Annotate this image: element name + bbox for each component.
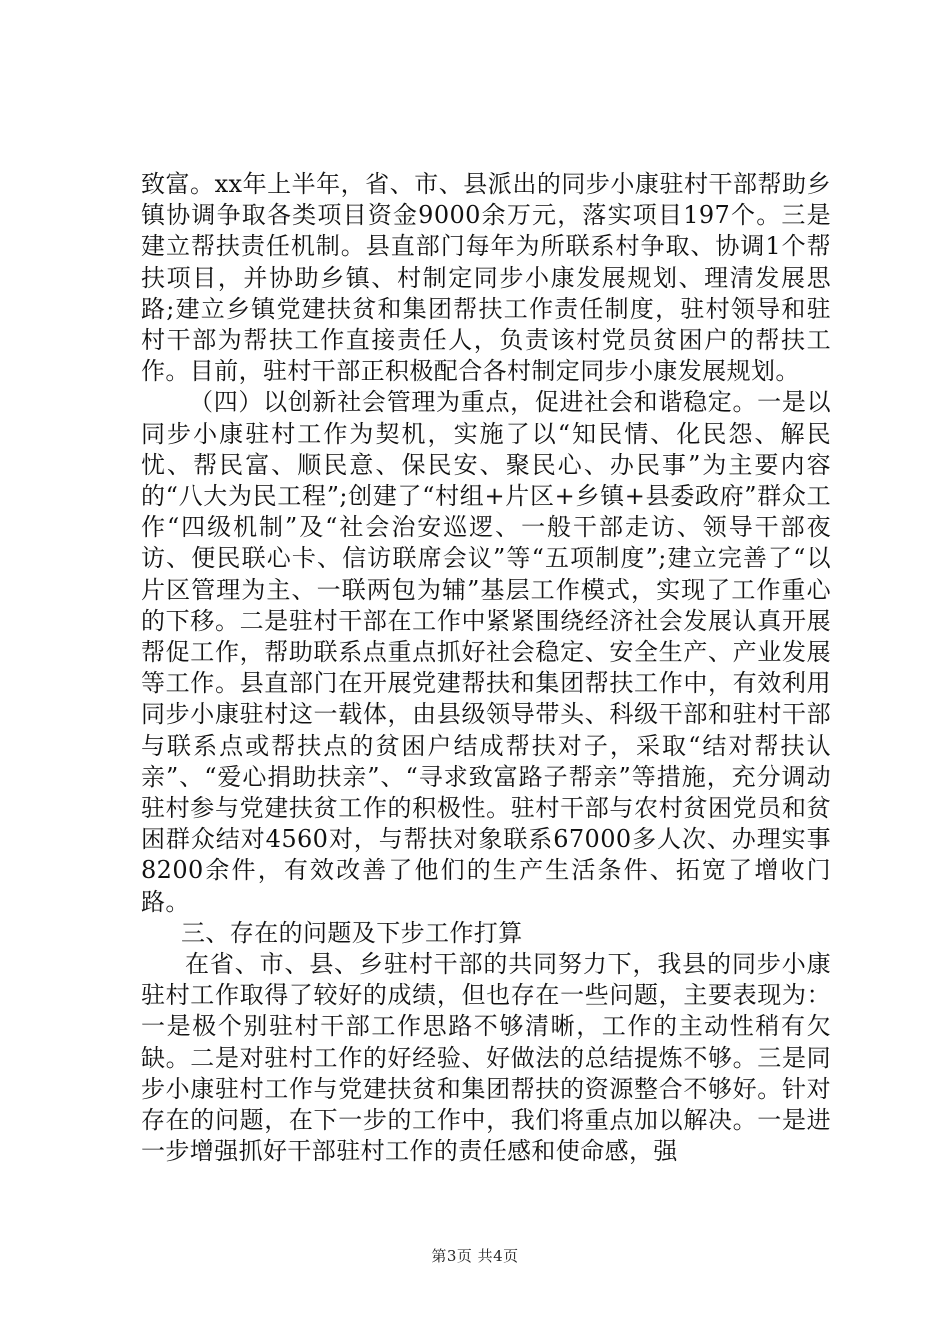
- section-heading: 三、存在的问题及下步工作打算: [181, 918, 523, 947]
- paragraph-problems: 在省、市、县、乡驻村干部的共同努力下，我县的同步小康驻村工作取得了较好的成绩，但也存在一些问题，主要表现为：一是极个别驻村干部工作思路不够清晰，工作的主动性稍有欠缺。二是对驻村工作的好经验、好做法的总结提炼不够。三是同步小康驻村工作与党建扶贫和集团帮扶的资源整合不够好。针对存在的问题，在下一步的工作中，我们将重点加以解决。一是进一步增强抓好干部驻村工作的责任感和使命感，强: [141, 950, 831, 1166]
- paragraph-section-four: （四）以创新社会管理为重点，促进社会和谐稳定。一是以同步小康驻村工作为契机，实施了以“知民情、化民怨、解民忧、帮民富、顺民意、保民安、聚民心、办民事”为主要内容的“八大为民工程”;创建了“村组+片区+乡镇+县委政府”群众工作“四级机制”及“社会治安巡逻、一般干部走访、领导干部夜访、便民联心卡、信访联席会议”等“五项制度”;建立完善了“以片区管理为主、一联两包为辅”基层工作模式，实现了工作重心的下移。二是驻村干部在工作中紧紧围绕经济社会发展认真开展帮促工作，帮助联系点重点抓好社会稳定、安全生产、产业发展等工作。县直部门在开展党建帮扶和集团帮扶工作中，有效利用同步小康驻村这一载体，由县级领导带头、科级干部和驻村干部与联系点或帮扶点的贫困户结成帮扶对子，采取“结对帮扶认亲”、“爱心捐助扶亲”、“寻求致富路子帮亲”等措施，充分调动驻村参与党建扶贫工作的积极性。驻村干部与农村贫困党员和贫困群众结对4560对，与帮扶对象联系67000多人次、办理实事8200余件，有效改善了他们的生产生活条件、拓宽了增收门路。: [141, 388, 831, 916]
- document-body: [141, 169, 831, 1168]
- page-footer: 第3页 共4页: [431, 1247, 519, 1265]
- paragraph-continuation: 致富。xx年上半年，省、市、县派出的同步小康驻村干部帮助乡镇协调争取各类项目资金9000余万元，落实项目197个。三是建立帮扶责任机制。县直部门每年为所联系村争取、协调1个帮扶项目，并协助乡镇、村制定同步小康发展规划、理清发展思路;建立乡镇党建扶贫和集团帮扶工作责任制度，驻村领导和驻村干部为帮扶工作直接责任人，负责该村党员贫困户的帮扶工作。目前，驻村干部正积极配合各村制定同步小康发展规划。: [141, 170, 831, 386]
